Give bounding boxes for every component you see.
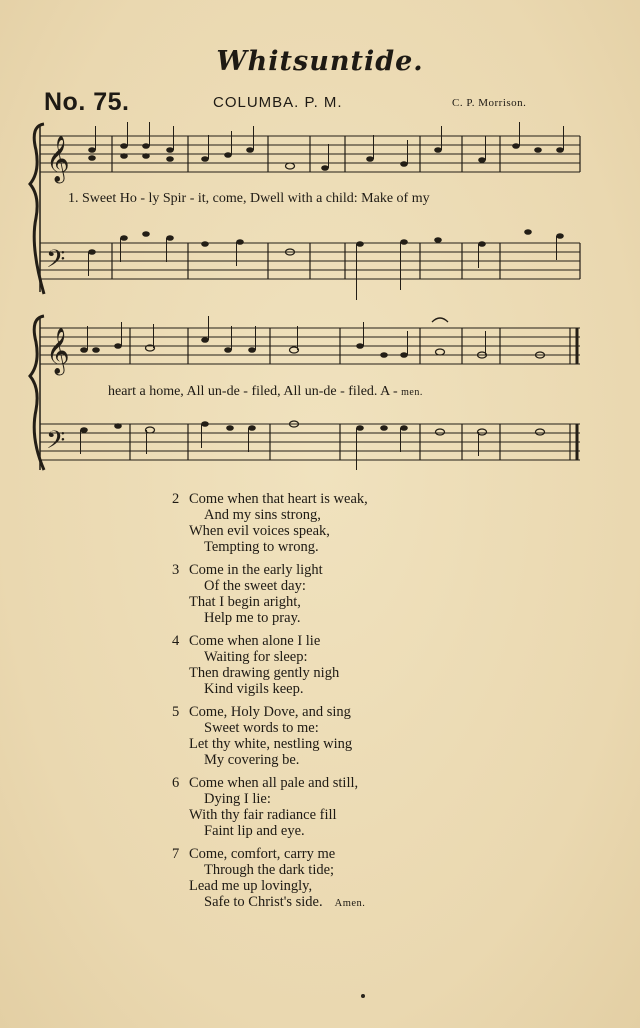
- verse-line: Come when that heart is weak,: [189, 491, 368, 507]
- verse: [172, 705, 502, 769]
- verse: [172, 563, 502, 627]
- verse-line: Faint lip and eye.: [204, 822, 305, 839]
- bass-staff-2: [40, 424, 580, 460]
- verse-line: Tempting to wrong.: [204, 538, 319, 555]
- system-2-brace: [30, 316, 44, 470]
- clefs-2: [46, 328, 70, 461]
- verse-line: Waiting for sleep:: [204, 648, 308, 665]
- fermata-marks: [432, 318, 448, 322]
- verse-line: Sweet words to me:: [204, 719, 319, 736]
- verse-line: Come when all pale and still,: [189, 775, 359, 792]
- treble-clef-icon: 𝄞: [46, 136, 70, 182]
- bass-clef-icon: 𝄢: [46, 245, 66, 280]
- system-2-amen-lyric: men.: [401, 387, 423, 398]
- verse-line: Help me to pray.: [204, 609, 301, 626]
- verse-line: Dying I lie:: [204, 790, 271, 807]
- verse-number: 7: [172, 846, 180, 863]
- composer-name: C. P. Morrison.: [452, 97, 527, 109]
- verse-number: 5: [172, 704, 180, 721]
- hymn-number: No. 75.: [44, 88, 130, 116]
- verse-line: With thy fair radiance fill: [189, 806, 337, 823]
- verse-number: 6: [172, 775, 180, 792]
- closing-amen: Amen.: [334, 897, 366, 909]
- system-1: [30, 122, 580, 300]
- verse: [172, 847, 502, 912]
- verse-number: 2: [172, 491, 180, 507]
- verse-line: Come in the early light: [189, 562, 323, 579]
- verse-line: Come when alone I lie: [189, 633, 321, 650]
- verse-number: 3: [172, 562, 180, 579]
- system-2-lyrics: [108, 384, 423, 400]
- verse-line: When evil voices speak,: [189, 522, 330, 539]
- music-score: [0, 0, 640, 480]
- system-1-brace: [30, 124, 44, 294]
- system-2-lyric-text: heart a home, All un-de - filed, All un-de - filed. A -: [108, 384, 398, 399]
- page-mark: [361, 994, 365, 998]
- verse-line: Kind vigils keep.: [204, 680, 304, 697]
- verse-number: 4: [172, 633, 180, 650]
- verse-line: Come, comfort, carry me: [189, 846, 336, 863]
- system-1-lyrics: 1. Sweet Ho - ly Spir - it, come, Dwell with a child: Make of my: [68, 191, 430, 206]
- stems-1: [89, 122, 564, 300]
- verse-line: Of the sweet day:: [204, 577, 306, 594]
- tune-name: COLUMBA. P. M.: [213, 94, 343, 111]
- treble-clef-icon: 𝄞: [46, 328, 70, 374]
- barlines-1: [112, 136, 580, 279]
- verse-line: Let thy white, nestling wing: [189, 735, 353, 752]
- section-title: Whitsuntide.: [216, 46, 424, 77]
- verse-line: Safe to Christ's side.: [204, 893, 323, 910]
- verse-line: Through the dark tide;: [204, 861, 335, 878]
- verse-line: Lead me up lovingly,: [189, 877, 313, 894]
- verse-list: [172, 492, 502, 919]
- verse: [172, 634, 502, 698]
- verse-line: Then drawing gently nigh: [189, 664, 340, 681]
- bass-clef-icon: 𝄢: [46, 426, 66, 461]
- verse: [172, 492, 502, 556]
- verse-line: And my sins strong,: [204, 506, 321, 523]
- verse: [172, 776, 502, 840]
- verse-line: That I begin aright,: [189, 593, 301, 610]
- clefs-1: [46, 136, 70, 280]
- verse-line: Come, Holy Dove, and sing: [189, 704, 351, 721]
- verse-line: My covering be.: [204, 751, 300, 768]
